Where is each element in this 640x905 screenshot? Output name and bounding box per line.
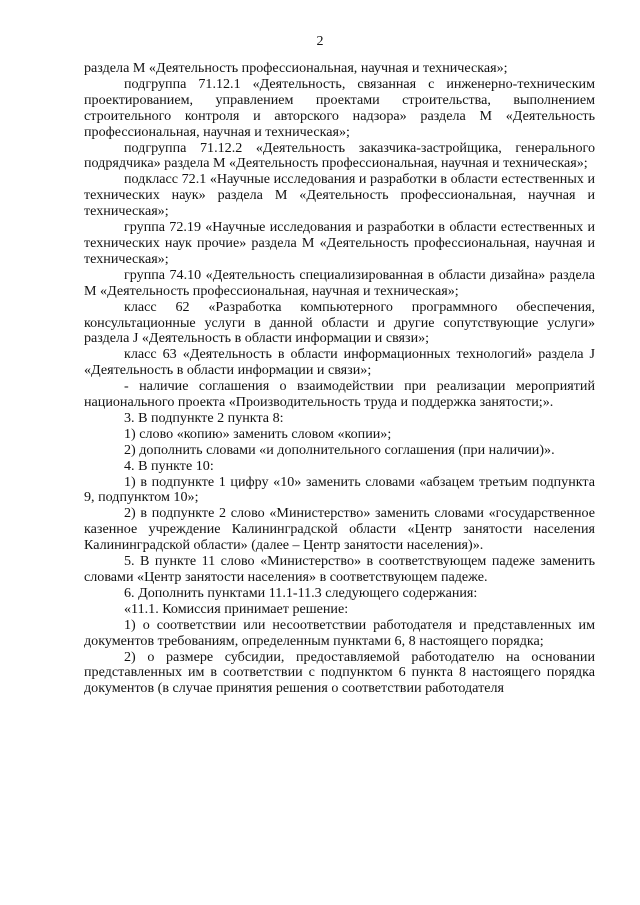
paragraph: 5. В пункте 11 слово «Министерство» в соответствующем падеже заменить словами «Центр занятости населения» в соответствующем падеже. <box>84 553 595 585</box>
paragraph: раздела М «Деятельность профессиональная, научная и техническая»; <box>84 60 508 76</box>
paragraph: 4. В пункте 10: <box>124 457 214 474</box>
paragraph: 2) о размере субсидии, предоставляемой работодателю на основании представленных им в соответствии с подпунктом 6 пункта 8 настоящего порядка документов (в случае принятия решения о соответствии работодателя <box>84 648 595 697</box>
document-body <box>84 61 595 697</box>
paragraph: 6. Дополнить пунктами 11.1-11.3 следующего содержания: <box>124 584 478 601</box>
paragraph: 1) в подпункте 1 цифру «10» заменить словами «абзацем третьим подпункта 9, подпунктом 10»; <box>84 473 595 506</box>
paragraph: группа 72.19 «Научные исследования и разработки в области естественных и технических наук прочие» раздела М «Деятельность профессиональная, научная и техническая»; <box>84 219 595 267</box>
paragraph: класс 63 «Деятельность в области информационных технологий» раздела J «Деятельность в области информации и связи»; <box>84 346 595 379</box>
paragraph: подгруппа 71.12.1 «Деятельность, связанная с инженерно-техническим проектированием, управлением проектами строительства, выполнением строительного контроля и авторского надзора» раздела М «Деятельность профессиональная, научная и техническая»; <box>84 75 595 140</box>
paragraph: 3. В подпункте 2 пункта 8: <box>124 409 284 426</box>
paragraph: класс 62 «Разработка компьютерного программного обеспечения, консультационные услуги в данной области и другие сопутствующие услуги» раздела J «Деятельность в области информации и связи»; <box>84 298 595 347</box>
paragraph: 2) дополнить словами «и дополнительного соглашения (при наличии)». <box>124 441 555 458</box>
page-number: 2 <box>316 34 324 49</box>
paragraph: подкласс 72.1 «Научные исследования и разработки в области естественных и технических наук» раздела М «Деятельность профессиональная, научная и техническая»; <box>84 171 595 220</box>
paragraph: «11.1. Комиссия принимает решение: <box>124 600 349 617</box>
paragraph: 1) о соответствии или несоответствии работодателя и представленных им документов требованиям, определенным пунктами 6, 8 настоящего порядка; <box>84 616 595 649</box>
paragraph: - наличие соглашения о взаимодействии при реализации мероприятий национального проекта «Производительность труда и поддержка занятости;». <box>84 378 595 411</box>
paragraph: подгруппа 71.12.2 «Деятельность заказчика-застройщика, генерального подрядчика» раздела М «Деятельность профессиональная, научная и техническая»; <box>84 139 595 172</box>
paragraph: группа 74.10 «Деятельность специализированная в области дизайна» раздела М «Деятельность профессиональная, научная и техническая»; <box>84 266 595 299</box>
paragraph: 2) в подпункте 2 слово «Министерство» заменить словами «государственное казенное учреждение Калининградской области «Центр занятости населения Калининградской области» (далее – Центр занятости населения)». <box>84 505 595 554</box>
paragraph: 1) слово «копию» заменить словом «копии»; <box>124 425 392 442</box>
